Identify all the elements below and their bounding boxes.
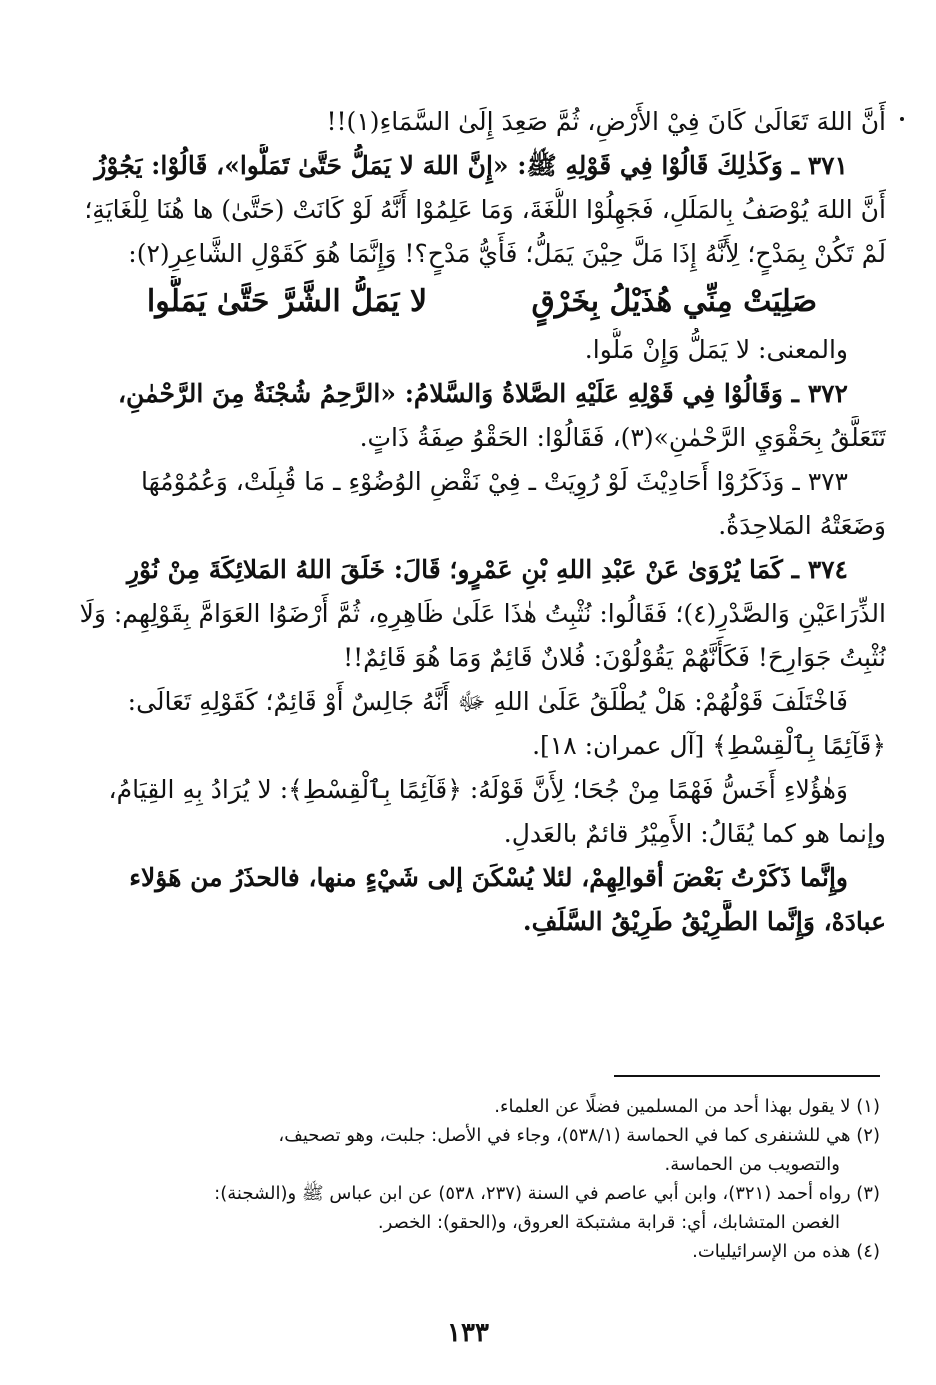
body-line-13: نُثْبِتُ جَوَارِحَ! فَكَأَنَّهُمْ يَقُوْلُوْنَ: فُلانٌ قَائِمٌ وَمَا هُوَ قَائِمٌ!! [343, 643, 886, 672]
body-line-8: تَتَعَلَّقُ بِحَقْوَيِ الرَّحْمٰنِ»(٣)، فَقَالُوْا: الحَقْوُ صِفَةُ ذَاتٍ. [359, 423, 886, 452]
body-line-14: فَاخْتَلَفَ قَوْلُهُمْ: هَلْ يُطْلَقُ عَلَىٰ اللهِ ﷻ أَنَّهُ جَالِسٌ أَوْ قَائِمٌ؛ كَقَوْلِهِ تَعَالَى: [127, 687, 848, 716]
body-line-3: أَنَّ اللهَ يُوْصَفُ بِالمَلَلِ، فَجَهِلُوْا اللُّغَةَ، وَمَا عَلِمُوْا أَنَّهُ لَوْ كَانَتْ (حَتَّىٰ) ها هُنَا لِلْغَايَةِ؛ [84, 195, 886, 224]
body-line-18: وإِنَّما ذَكَرْتُ بَعْضَ أقوالِهِمْ، لئلا يُسْكَنَ إلى شَيْءٍ منها، فالحذَرُ من هَؤلاء [129, 863, 848, 892]
footnotes [80, 1092, 880, 1266]
body-line-16: وَهٰؤُلاءِ أَخَسُّ فَهْمًا مِنْ جُحَا؛ لِأَنَّ قَوْلَهُ: ﴿قَآئِمًا بِٱلْقِسْطِ﴾: لا يُرَادُ بِهِ القِيَامُ، [108, 775, 848, 804]
body-line-6: والمعنى: لا يَمَلُّ وَإِنْ مَلُّوا. [584, 335, 848, 364]
body-line-15: ﴿قَآئِمًا بِٱلْقِسْطِ﴾ [آل عمران: ١٨]. [532, 731, 886, 760]
main-text [78, 100, 886, 944]
footnote-2: (٢) هي للشنفرى كما في الحماسة (٥٣٨/١)، وجاء في الأصل: جلبت، وهو تصحيف، [278, 1125, 880, 1146]
footnote-3-continued: الغصن المتشابك، أي: قرابة مشتبكة العروق، و(الحقو): الخصر. [377, 1212, 840, 1233]
margin-dot [900, 117, 904, 121]
body-line-7: ٣٧٢ ـ وَقَالُوْا فِي قَوْلِهِ عَلَيْهِ الصَّلاةُ وَالسَّلامُ: «الرَّحِمُ شُجْنَةٌ مِنَ الرَّحْمٰنِ، [117, 379, 848, 408]
page-number: ١٣٣ [447, 1318, 489, 1348]
body-line-19: عبادَهْ، وَإِنَّما الطَّرِيْقُ طَرِيْقُ السَّلَفِ. [522, 907, 886, 936]
body-line-12: الذِّرَاعَيْنِ وَالصَّدْرِ(٤)؛ فَقَالُوا: نُثْبِتُ هٰذَا عَلَىٰ ظَاهِرِهِ، ثُمَّ أَرْضَوُا العَوَامَّ بِقَوْلِهِم: وَلَا [79, 599, 886, 628]
body-line-1: أَنَّ اللهَ تَعَالَىٰ كَانَ فِيْ الأَرْضِ، ثُمَّ صَعِدَ إِلَىٰ السَّمَاءِ(١)!! [326, 107, 886, 136]
body-line-4: لَمْ تَكُنْ بِمَدْحٍ؛ لِأَنَّهُ إِذَا مَلَّ حِيْنَ يَمَلُّ؛ فَأَيُّ مَدْحٍ؟! وَإِنَّمَا هُوَ كَقَوْلِ الشَّاعِرِ(٢): [128, 239, 886, 268]
footnote-divider [614, 1075, 880, 1077]
footnote-2-continued: والتصويب من الحماسة. [664, 1154, 840, 1175]
footnote-4: (٤) هذه من الإسرائيليات. [692, 1241, 880, 1262]
body-line-10: وَضَعَتْهُ المَلاحِدَةُ. [718, 511, 886, 540]
footnote-3: (٣) رواه أحمد (٣٢١)، وابن أبي عاصم في السنة (٢٣٧، ٥٣٨) عن ابن عباس ﷺ و(الشجنة): [214, 1183, 880, 1204]
body-line-17: وإنما هو كما يُقَالُ: الأَمِيْرُ قائمٌ بالعَدلِ. [503, 819, 886, 848]
body-line-2: ٣٧١ ـ وَكَذٰلِكَ قَالُوْا فِي قَوْلِهِ ﷺ: «إِنَّ اللهَ لا يَمَلُّ حَتَّىٰ تَمَلُّوا»، قَالُوْا: يَجُوْزُ [94, 151, 848, 180]
body-line-11: ٣٧٤ ـ كَمَا يُرْوَىٰ عَنْ عَبْدِ اللهِ بْنِ عَمْرٍو؛ قَالَ: خَلَقَ اللهُ المَلائِكَةَ مِنْ نُوْرِ [126, 555, 848, 584]
footnote-1: (١) لا يقول بهذا أحد من المسلمين فضلًا عن العلماء. [494, 1096, 880, 1117]
body-line-9: ٣٧٣ ـ وَذَكَرُوْا أَحَادِيْثَ لَوْ رُوِيَتْ ـ فِيْ نَقْضِ الوُضُوْءِ ـ مَا قُبِلَتْ، وَعُمُوْمُهَا [140, 467, 848, 496]
poem-verse: صَلِيَتْ مِنِّي هُذَيْلُ بِخَرْقٍ لا يَمَلُّ الشَّرَّ حَتَّىٰ يَمَلُّوا [146, 284, 818, 319]
